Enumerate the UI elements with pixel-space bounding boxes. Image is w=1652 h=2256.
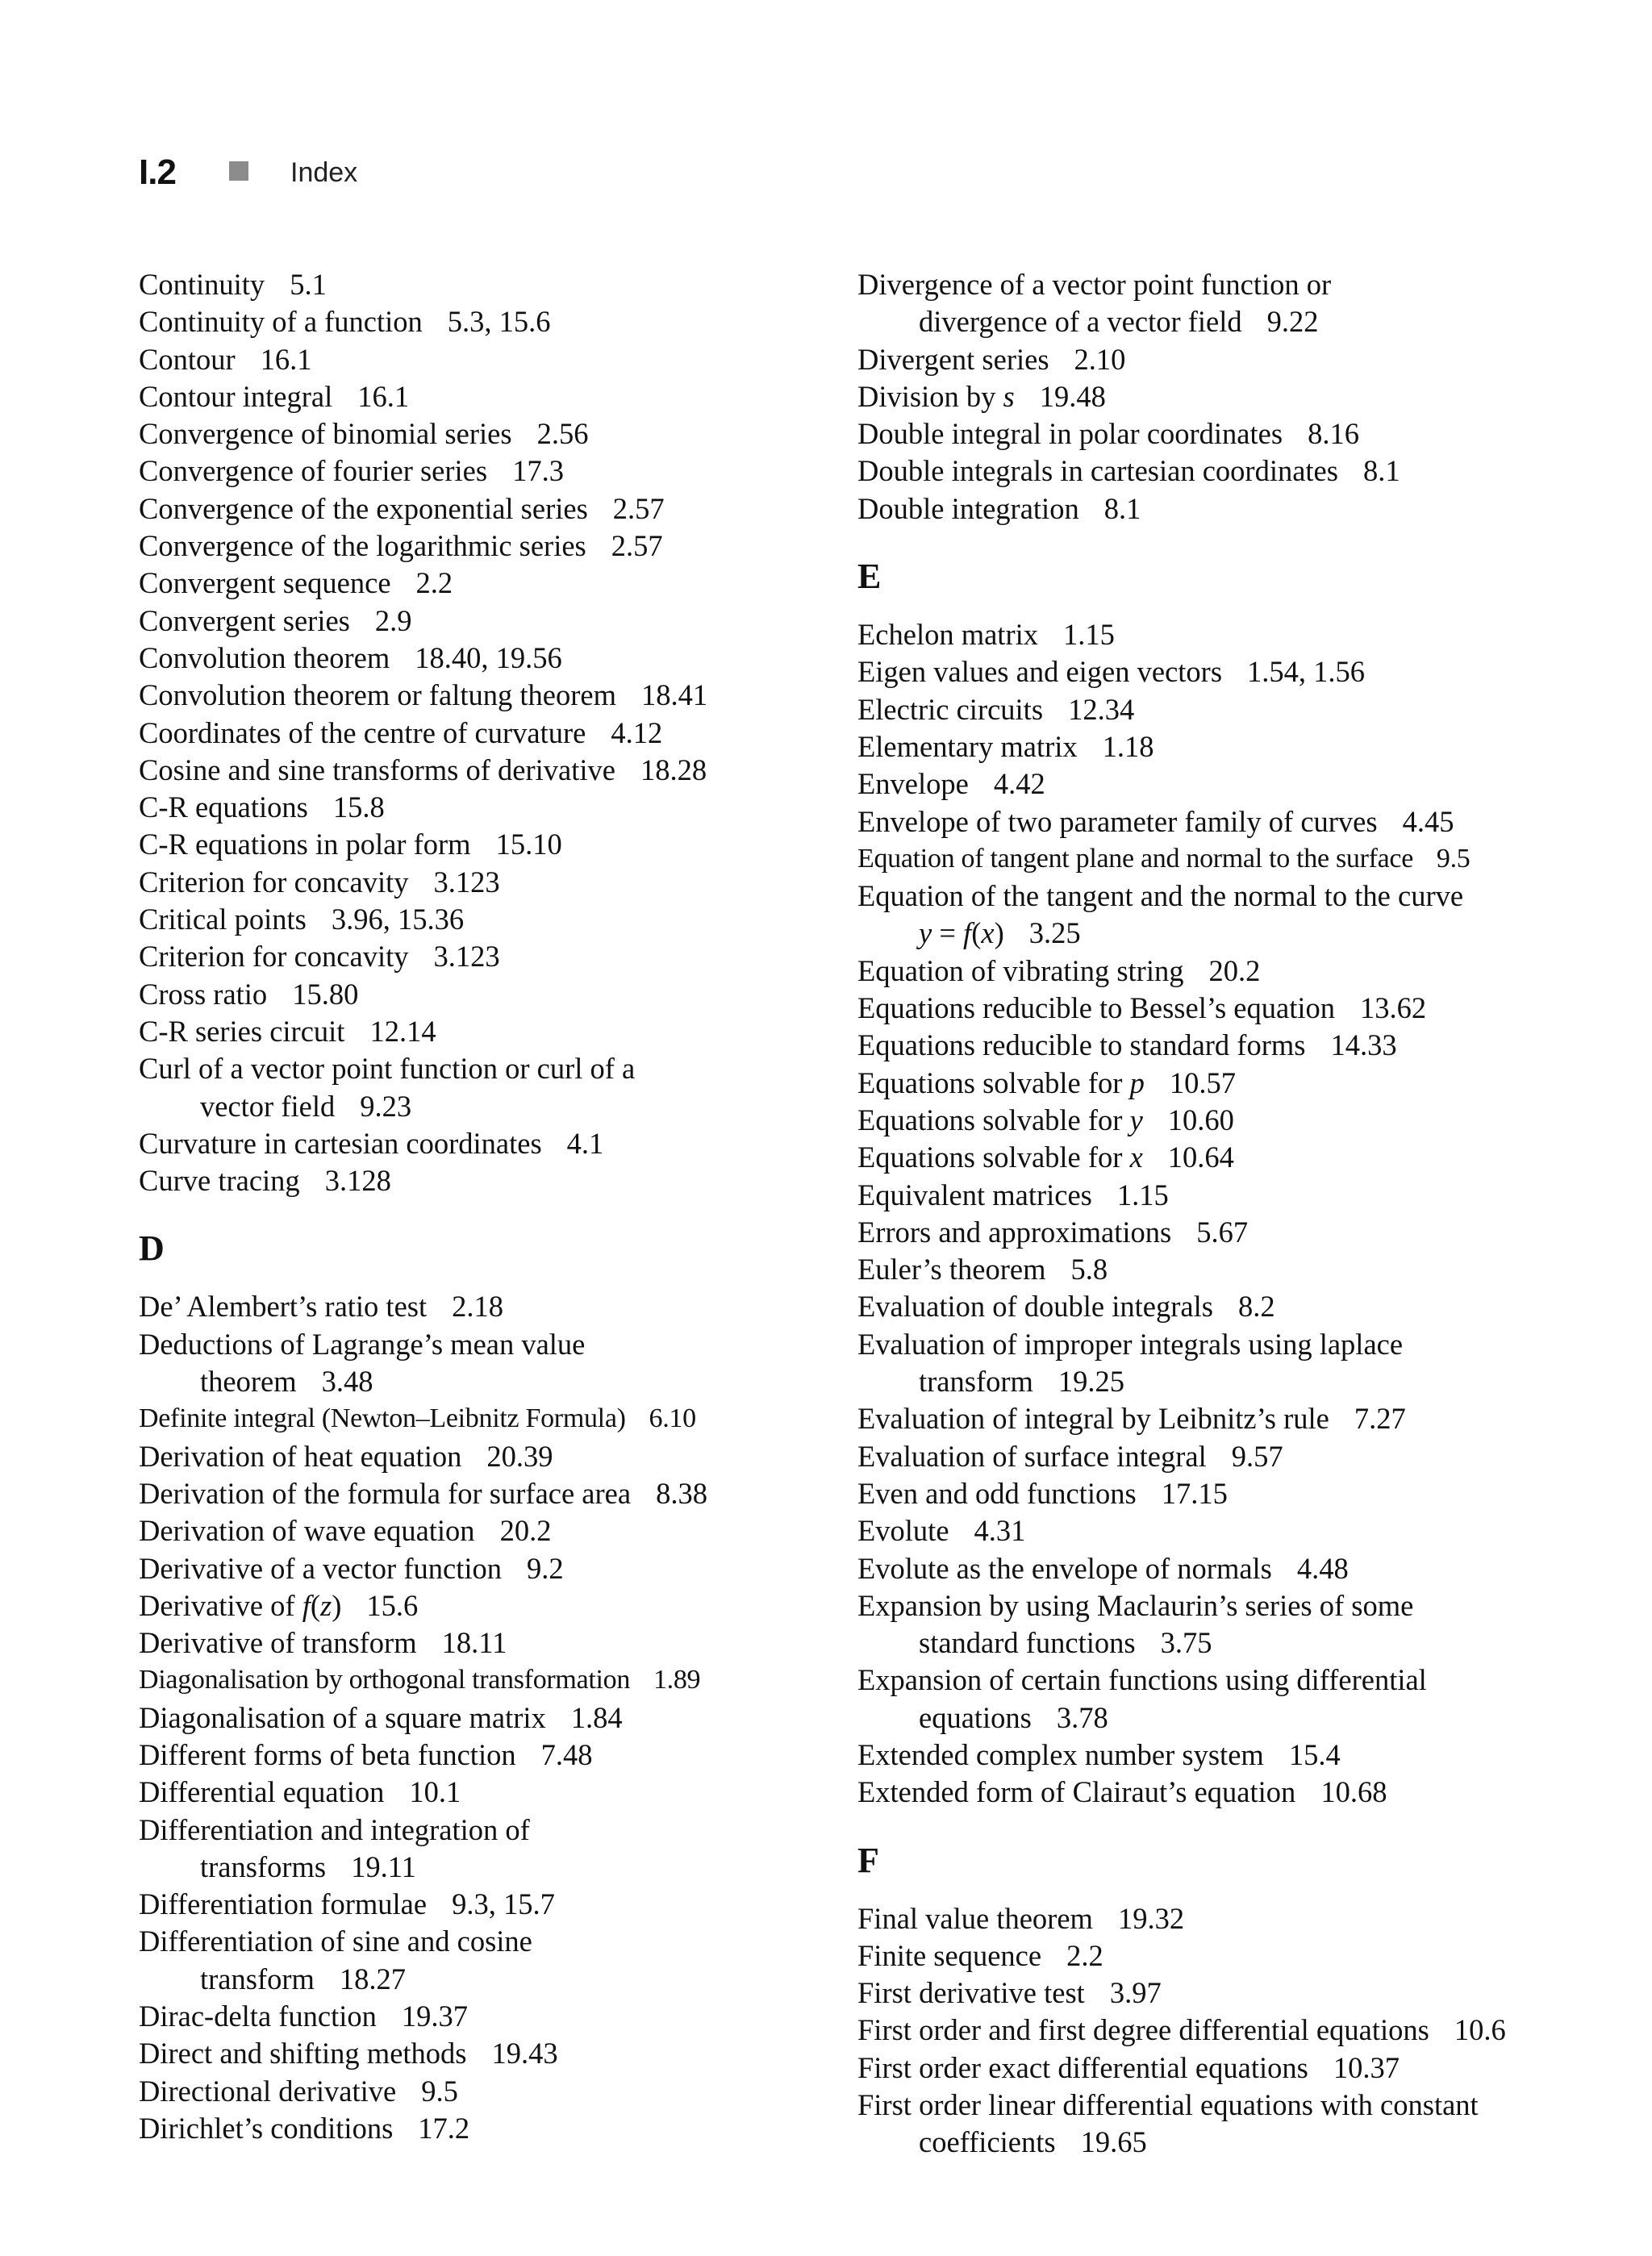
index-entry bbox=[857, 1737, 1583, 1774]
index-page-ref: 13.62 bbox=[1360, 991, 1427, 1025]
index-term: Divergence of a vector point function or bbox=[857, 268, 1332, 301]
index-term: Evaluation of improper integrals using laplace bbox=[857, 1327, 1404, 1361]
index-term-continuation bbox=[857, 2124, 1583, 2161]
index-page-ref: 10.68 bbox=[1320, 1775, 1387, 1809]
index-entry bbox=[857, 2050, 1583, 2087]
index-page-ref: 1.15 bbox=[1116, 1178, 1169, 1211]
index-page-ref: 10.60 bbox=[1167, 1103, 1234, 1136]
index-entry bbox=[139, 1125, 849, 1162]
index-entry bbox=[139, 1662, 849, 1699]
index-term: Double integral in polar coordinates bbox=[857, 417, 1283, 451]
index-page-ref: 7.27 bbox=[1354, 1402, 1406, 1436]
index-term: Criterion for concavity bbox=[139, 865, 409, 899]
index-entry bbox=[857, 341, 1583, 378]
index-page-ref: 18.11 bbox=[441, 1626, 507, 1660]
index-entry bbox=[857, 1662, 1583, 1737]
index-term: Eigen values and eigen vectors bbox=[857, 655, 1223, 689]
index-page-ref: 2.57 bbox=[611, 529, 663, 563]
index-term: Differentiation of sine and cosine bbox=[139, 1924, 532, 1958]
index-term: Equations solvable for p bbox=[857, 1065, 1145, 1099]
index-term-continuation bbox=[857, 1624, 1583, 1662]
index-entry bbox=[857, 1900, 1583, 1937]
index-entry bbox=[139, 789, 849, 826]
index-entry bbox=[857, 1251, 1583, 1288]
index-page-ref: 8.38 bbox=[656, 1476, 707, 1510]
index-term: Equation of tangent plane and normal to the surface bbox=[857, 843, 1414, 874]
index-page-ref: 17.2 bbox=[418, 2111, 470, 2145]
index-entry bbox=[857, 490, 1583, 528]
index-page-ref: 15.4 bbox=[1288, 1737, 1341, 1771]
index-term: Critical points bbox=[139, 903, 307, 936]
index-term: Expansion of certain functions using differential bbox=[857, 1663, 1427, 1697]
index-term: Equations reducible to Bessel’s equation bbox=[857, 991, 1335, 1025]
index-term: Convolution theorem or faltung theorem bbox=[139, 678, 616, 712]
index-term: Curve tracing bbox=[139, 1164, 300, 1198]
index-term: Diagonalisation of a square matrix bbox=[139, 1700, 546, 1734]
index-page-ref: 5.67 bbox=[1196, 1215, 1249, 1249]
index-page-ref: 19.43 bbox=[491, 2037, 558, 2070]
index-term: Differential equation bbox=[139, 1775, 385, 1809]
index-entry bbox=[139, 677, 849, 714]
index-page-ref: 3.123 bbox=[433, 865, 500, 899]
index-entry bbox=[139, 1475, 849, 1512]
index-page-ref: 19.65 bbox=[1080, 2125, 1147, 2159]
index-page-ref: 16.1 bbox=[260, 342, 312, 376]
index-term: Diagonalisation by orthogonal transformation bbox=[139, 1665, 631, 1695]
index-page-ref: 4.42 bbox=[993, 767, 1045, 801]
index-entry bbox=[857, 616, 1583, 653]
index-term-continuation-text: divergence of a vector field bbox=[919, 305, 1242, 339]
index-term: Equation of vibrating string bbox=[857, 953, 1184, 987]
index-entry bbox=[857, 2012, 1583, 2049]
index-page-ref: 15.10 bbox=[495, 828, 562, 861]
index-entry bbox=[139, 415, 849, 452]
index-page-ref: 7.48 bbox=[540, 1737, 593, 1771]
index-term-continuation-text: vector field bbox=[200, 1089, 336, 1123]
index-entry bbox=[139, 1288, 849, 1325]
index-term: Extended form of Clairaut’s equation bbox=[857, 1775, 1296, 1809]
index-page-ref: 5.1 bbox=[290, 268, 327, 301]
section-heading-f: F bbox=[857, 1840, 879, 1880]
index-entry bbox=[139, 752, 849, 789]
index-entry bbox=[139, 1699, 849, 1737]
index-entry bbox=[139, 1998, 849, 2035]
index-term-continuation-text: standard functions bbox=[919, 1626, 1136, 1660]
index-entry bbox=[139, 303, 849, 340]
index-entry bbox=[139, 1886, 849, 1923]
index-page-ref: 3.128 bbox=[324, 1164, 391, 1198]
index-term: Curl of a vector point function or curl of a bbox=[139, 1052, 636, 1086]
index-entry bbox=[857, 691, 1583, 728]
index-term-continuation bbox=[857, 303, 1583, 340]
index-term: Final value theorem bbox=[857, 1901, 1093, 1935]
index-entry bbox=[857, 1512, 1583, 1549]
index-term: Dirichlet’s conditions bbox=[139, 2111, 394, 2145]
index-entry bbox=[857, 2087, 1583, 2162]
index-term-continuation-text: transforms bbox=[200, 1849, 327, 1883]
index-term: Expansion by using Maclaurin’s series of some bbox=[857, 1588, 1414, 1622]
index-entry bbox=[857, 1937, 1583, 1975]
index-entry bbox=[139, 1774, 849, 1811]
index-page-ref: 6.10 bbox=[649, 1403, 696, 1434]
index-entry bbox=[857, 266, 1583, 341]
index-page-ref: 18.40, 19.56 bbox=[415, 640, 562, 674]
index-entry bbox=[139, 266, 849, 303]
index-term-continuation bbox=[139, 1363, 849, 1400]
index-entry bbox=[857, 1102, 1583, 1139]
index-term: Different forms of beta function bbox=[139, 1737, 516, 1771]
index-page-ref: 19.11 bbox=[351, 1849, 416, 1883]
index-term: Echelon matrix bbox=[857, 618, 1038, 652]
page-number: I.2 bbox=[139, 152, 176, 192]
index-entry bbox=[139, 715, 849, 752]
index-page-ref: 8.1 bbox=[1103, 491, 1141, 525]
section-heading-e: E bbox=[857, 557, 882, 597]
index-page-ref: 10.64 bbox=[1167, 1141, 1234, 1174]
index-term: Derivation of wave equation bbox=[139, 1514, 475, 1548]
index-page-ref: 3.75 bbox=[1160, 1626, 1212, 1660]
index-entry bbox=[139, 864, 849, 901]
index-entry bbox=[857, 840, 1583, 878]
index-term: First order and first degree differential equations bbox=[857, 2013, 1429, 2047]
index-entry bbox=[857, 1177, 1583, 1214]
index-term: Convergence of the logarithmic series bbox=[139, 529, 586, 563]
index-entry bbox=[139, 826, 849, 863]
index-term: Equations solvable for y bbox=[857, 1103, 1143, 1136]
index-entry bbox=[139, 1737, 849, 1774]
index-entry bbox=[139, 490, 849, 528]
index-term-continuation bbox=[857, 1699, 1583, 1737]
index-page-ref: 17.3 bbox=[512, 454, 564, 488]
index-term: Coordinates of the centre of curvature bbox=[139, 715, 586, 749]
index-term: First derivative test bbox=[857, 1976, 1085, 2010]
index-page-ref: 18.28 bbox=[640, 753, 707, 786]
index-term-continuation bbox=[139, 1849, 849, 1886]
index-term: First order exact differential equations bbox=[857, 2050, 1308, 2084]
index-entry bbox=[139, 1624, 849, 1662]
index-entry bbox=[857, 1550, 1583, 1587]
index-entry bbox=[857, 452, 1583, 490]
index-term-continuation-text: theorem bbox=[200, 1365, 297, 1399]
index-term-continuation bbox=[139, 1961, 849, 1998]
index-column-right bbox=[857, 266, 1583, 2162]
index-term: Euler’s theorem bbox=[857, 1253, 1046, 1286]
index-entry bbox=[139, 1050, 849, 1125]
index-term: Convolution theorem bbox=[139, 640, 390, 674]
index-page-ref: 8.2 bbox=[1237, 1290, 1275, 1324]
index-term-continuation-text: y = f(x) bbox=[919, 916, 1004, 950]
index-page-ref: 4.12 bbox=[611, 715, 663, 749]
index-term: Directional derivative bbox=[139, 2074, 397, 2108]
index-term: Contour bbox=[139, 342, 236, 376]
index-page-ref: 2.10 bbox=[1074, 342, 1126, 376]
index-term: Convergence of the exponential series bbox=[139, 491, 588, 525]
index-term: Equations solvable for x bbox=[857, 1141, 1143, 1174]
index-page-ref: 1.15 bbox=[1063, 618, 1115, 652]
index-term: Derivative of a vector function bbox=[139, 1551, 502, 1585]
index-term: C-R equations in polar form bbox=[139, 828, 471, 861]
index-term: Derivative of f(z) bbox=[139, 1588, 342, 1622]
index-term-continuation bbox=[857, 915, 1583, 952]
index-page-ref: 1.18 bbox=[1102, 729, 1154, 763]
index-page-ref: 4.45 bbox=[1402, 804, 1454, 838]
index-entry bbox=[857, 878, 1583, 953]
index-entry bbox=[857, 1027, 1583, 1064]
index-term: Cosine and sine transforms of derivative bbox=[139, 753, 615, 786]
index-page-ref: 3.96, 15.36 bbox=[331, 903, 465, 936]
index-entry bbox=[139, 640, 849, 677]
index-page-ref: 19.48 bbox=[1039, 379, 1106, 413]
index-entry bbox=[857, 728, 1583, 765]
index-term: Convergent series bbox=[139, 603, 350, 637]
index-page-ref: 20.39 bbox=[486, 1439, 553, 1473]
index-page-ref: 15.8 bbox=[332, 790, 385, 824]
index-term: Direct and shifting methods bbox=[139, 2037, 467, 2070]
index-entry bbox=[857, 1400, 1583, 1437]
index-term: Equivalent matrices bbox=[857, 1178, 1092, 1211]
index-term: C-R equations bbox=[139, 790, 308, 824]
index-term: Evolute as the envelope of normals bbox=[857, 1551, 1272, 1585]
index-entry bbox=[139, 1162, 849, 1199]
index-term: Definite integral (Newton–Leibnitz Formula) bbox=[139, 1403, 626, 1434]
index-term: Envelope of two parameter family of curves bbox=[857, 804, 1378, 838]
index-entry bbox=[857, 990, 1583, 1027]
index-term: Elementary matrix bbox=[857, 729, 1078, 763]
index-entry bbox=[139, 1812, 849, 1887]
index-group-d bbox=[139, 1288, 849, 2147]
index-entry bbox=[139, 1013, 849, 1050]
index-entry bbox=[857, 653, 1583, 690]
running-title: Index bbox=[290, 157, 358, 188]
index-page-ref: 19.37 bbox=[401, 2000, 469, 2033]
index-term: Derivative of transform bbox=[139, 1626, 417, 1660]
index-entry bbox=[857, 803, 1583, 840]
index-entry bbox=[857, 1326, 1583, 1401]
index-page-ref: 3.97 bbox=[1109, 1976, 1162, 2010]
index-term: Equation of the tangent and the normal to the curve bbox=[857, 879, 1464, 913]
index-term: Electric circuits bbox=[857, 692, 1044, 726]
index-page-ref: 3.78 bbox=[1056, 1700, 1108, 1734]
index-term: Contour integral bbox=[139, 379, 333, 413]
index-entry bbox=[139, 1326, 849, 1401]
index-term: Even and odd functions bbox=[857, 1476, 1137, 1510]
index-group-d-continued bbox=[857, 266, 1583, 528]
index-term: Convergence of binomial series bbox=[139, 417, 512, 451]
index-term: Errors and approximations bbox=[857, 1215, 1172, 1249]
index-term: Envelope bbox=[857, 767, 969, 801]
index-page-ref: 2.56 bbox=[536, 417, 589, 451]
index-entry bbox=[857, 1587, 1583, 1662]
index-entry bbox=[857, 1139, 1583, 1176]
index-term-continuation-text: transform bbox=[200, 1962, 315, 1995]
index-term: Curvature in cartesian coordinates bbox=[139, 1126, 542, 1160]
index-page-ref: 9.2 bbox=[527, 1551, 564, 1585]
index-page-ref: 14.33 bbox=[1330, 1028, 1397, 1062]
index-page-ref: 20.2 bbox=[499, 1514, 552, 1548]
square-bullet-icon bbox=[229, 161, 248, 181]
index-page-ref: 9.23 bbox=[360, 1089, 412, 1123]
index-entry bbox=[857, 415, 1583, 452]
index-term: Deductions of Lagrange’s mean value bbox=[139, 1327, 586, 1361]
index-term-continuation-text: equations bbox=[919, 1700, 1032, 1734]
index-page-ref: 12.14 bbox=[369, 1014, 436, 1048]
index-term: Evaluation of double integrals bbox=[857, 1290, 1213, 1324]
index-page-ref: 2.57 bbox=[612, 491, 665, 525]
index-page-ref: 9.57 bbox=[1231, 1439, 1283, 1473]
index-entry bbox=[857, 1475, 1583, 1512]
index-term: C-R series circuit bbox=[139, 1014, 345, 1048]
index-entry bbox=[139, 341, 849, 378]
index-entry bbox=[139, 1438, 849, 1475]
index-entry bbox=[857, 1774, 1583, 1811]
index-term: Derivation of the formula for surface area bbox=[139, 1476, 632, 1510]
index-term-continuation-text: coefficients bbox=[919, 2125, 1056, 2159]
index-page-ref: 17.15 bbox=[1161, 1476, 1228, 1510]
index-group-f bbox=[857, 1900, 1583, 2162]
index-entry bbox=[139, 1512, 849, 1549]
index-page-ref: 5.8 bbox=[1070, 1253, 1108, 1286]
index-term: Cross ratio bbox=[139, 977, 268, 1011]
index-term: Evolute bbox=[857, 1514, 949, 1548]
index-entry bbox=[857, 765, 1583, 803]
index-entry bbox=[139, 976, 849, 1013]
index-page-ref: 2.2 bbox=[1066, 1938, 1103, 1972]
index-term: Equations reducible to standard forms bbox=[857, 1028, 1306, 1062]
index-term: Double integrals in cartesian coordinates bbox=[857, 454, 1338, 488]
index-page-ref: 4.48 bbox=[1296, 1551, 1349, 1585]
index-page-ref: 20.2 bbox=[1208, 953, 1261, 987]
index-entry bbox=[857, 378, 1583, 415]
index-page-ref: 4.1 bbox=[566, 1126, 604, 1160]
index-page-ref: 3.25 bbox=[1028, 916, 1081, 950]
index-page-ref: 10.57 bbox=[1169, 1065, 1236, 1099]
index-term: De’ Alembert’s ratio test bbox=[139, 1290, 428, 1324]
index-entry bbox=[857, 1438, 1583, 1475]
index-page-ref: 15.80 bbox=[292, 977, 359, 1011]
index-entry bbox=[139, 901, 849, 938]
index-term-continuation bbox=[139, 1088, 849, 1125]
index-entry bbox=[139, 603, 849, 640]
index-term: Evaluation of surface integral bbox=[857, 1439, 1207, 1473]
index-term: Differentiation formulae bbox=[139, 1887, 428, 1921]
index-page-ref: 18.41 bbox=[641, 678, 708, 712]
index-term: Finite sequence bbox=[857, 1938, 1042, 1972]
index-term: Derivation of heat equation bbox=[139, 1439, 462, 1473]
index-term: Continuity bbox=[139, 268, 265, 301]
index-page-ref: 2.18 bbox=[452, 1290, 504, 1324]
index-page-ref: 8.1 bbox=[1362, 454, 1400, 488]
index-page-ref: 9.22 bbox=[1266, 305, 1319, 339]
index-entry bbox=[139, 378, 849, 415]
index-term: Evaluation of integral by Leibnitz’s rule bbox=[857, 1402, 1329, 1436]
index-page-ref: 19.32 bbox=[1117, 1901, 1185, 1935]
index-page-ref: 4.31 bbox=[974, 1514, 1026, 1548]
index-entry bbox=[139, 565, 849, 602]
index-entry bbox=[139, 1400, 849, 1437]
index-entry bbox=[139, 2110, 849, 2147]
index-group-c bbox=[139, 266, 849, 1199]
index-term: Convergent sequence bbox=[139, 566, 391, 600]
index-page-ref: 3.48 bbox=[321, 1365, 373, 1399]
index-page-ref: 2.2 bbox=[415, 566, 453, 600]
index-entry bbox=[857, 1288, 1583, 1325]
index-entry bbox=[139, 1923, 849, 1998]
index-term: Division by s bbox=[857, 379, 1015, 413]
index-entry bbox=[857, 953, 1583, 990]
index-entry bbox=[139, 1587, 849, 1624]
index-page-ref: 15.6 bbox=[366, 1588, 419, 1622]
index-entry bbox=[139, 452, 849, 490]
index-column-left bbox=[139, 266, 849, 2147]
index-page-ref: 9.3, 15.7 bbox=[452, 1887, 555, 1921]
index-page-ref: 2.9 bbox=[374, 603, 412, 637]
index-term: Divergent series bbox=[857, 342, 1049, 376]
index-page-ref: 3.123 bbox=[433, 940, 500, 974]
index-page-ref: 8.16 bbox=[1308, 417, 1359, 451]
index-term: Convergence of fourier series bbox=[139, 454, 488, 488]
index-entry bbox=[139, 528, 849, 565]
index-page-ref: 9.5 bbox=[421, 2074, 458, 2108]
section-heading-d: D bbox=[139, 1228, 165, 1269]
index-term: Dirac-delta function bbox=[139, 2000, 377, 2033]
index-page-ref: 16.1 bbox=[357, 379, 410, 413]
index-page-ref: 9.5 bbox=[1436, 843, 1471, 874]
index-entry bbox=[139, 2035, 849, 2072]
index-term: Differentiation and integration of bbox=[139, 1812, 530, 1846]
index-page-ref: 5.3, 15.6 bbox=[447, 305, 551, 339]
index-page-ref: 12.34 bbox=[1068, 692, 1135, 726]
index-term: First order linear differential equations with constant bbox=[857, 2088, 1479, 2122]
index-entry bbox=[857, 1975, 1583, 2012]
index-term: Criterion for concavity bbox=[139, 940, 409, 974]
index-page-ref: 18.27 bbox=[339, 1962, 407, 1995]
index-entry bbox=[139, 1550, 849, 1587]
index-entry bbox=[857, 1214, 1583, 1251]
index-page-ref: 10.6 bbox=[1454, 2013, 1506, 2047]
index-page-ref: 10.1 bbox=[409, 1775, 461, 1809]
index-page-ref: 1.54, 1.56 bbox=[1247, 655, 1366, 689]
index-entry bbox=[139, 2073, 849, 2110]
index-page-ref: 10.37 bbox=[1333, 2050, 1400, 2084]
index-entry bbox=[139, 938, 849, 975]
index-term-continuation bbox=[857, 1363, 1583, 1400]
index-group-e bbox=[857, 616, 1583, 1812]
index-term: Extended complex number system bbox=[857, 1737, 1264, 1771]
index-entry bbox=[857, 1065, 1583, 1102]
index-term-continuation-text: transform bbox=[919, 1365, 1033, 1399]
index-term: Double integration bbox=[857, 491, 1079, 525]
index-page-ref: 1.89 bbox=[653, 1665, 701, 1695]
index-page-ref: 19.25 bbox=[1058, 1365, 1125, 1399]
index-term: Continuity of a function bbox=[139, 305, 423, 339]
index-page-ref: 1.84 bbox=[570, 1700, 623, 1734]
